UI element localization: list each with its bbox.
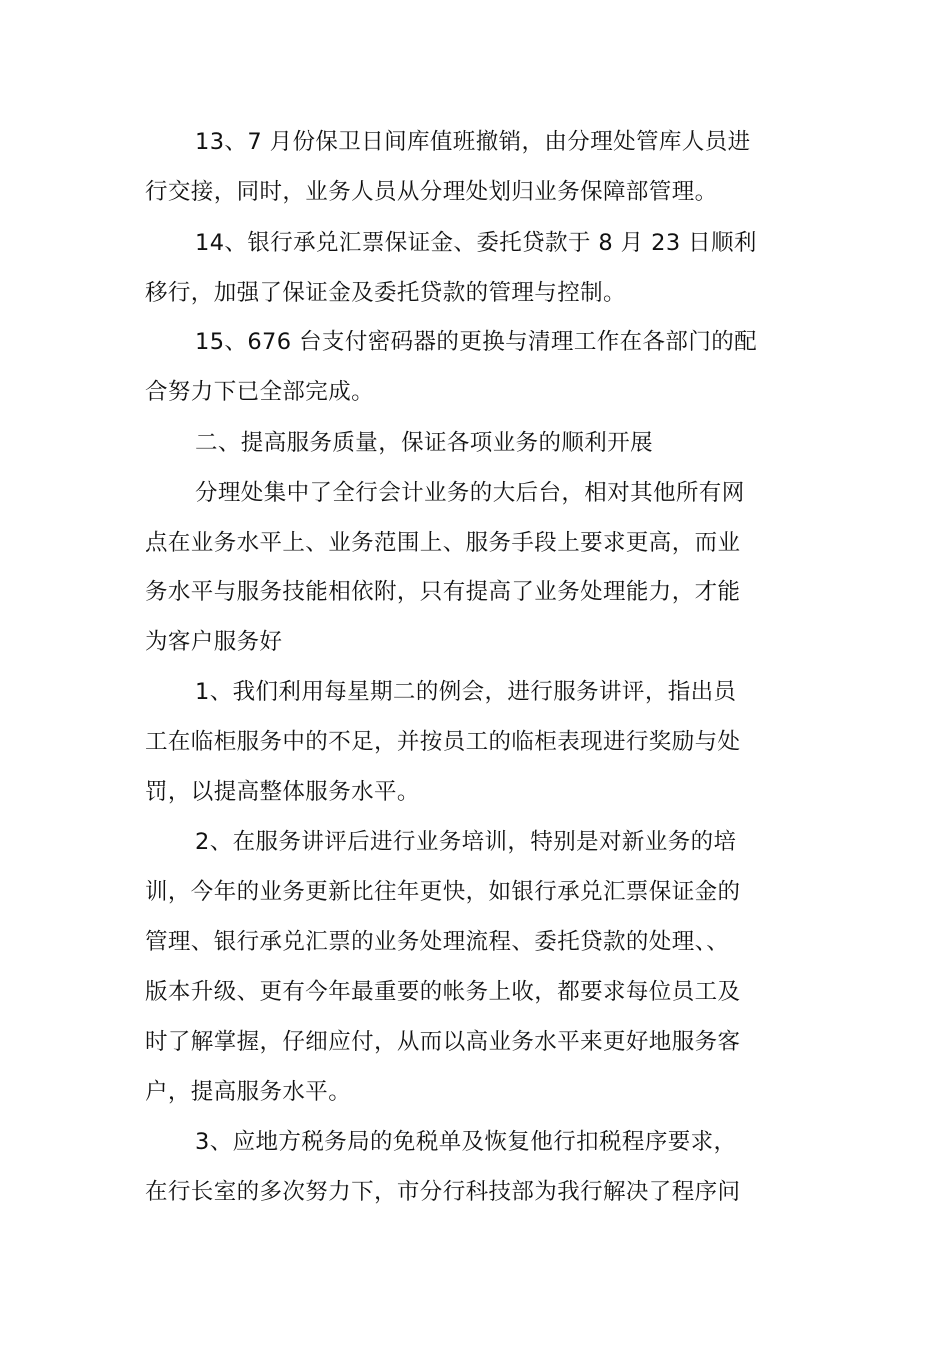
text-line-1: 13、7 月份保卫日间库值班撤销，由分理处管库人员进 xyxy=(195,129,751,155)
text-line-4: 移行，加强了保证金及委托贷款的管理与控制。 xyxy=(145,280,626,306)
text-line-21: 3、应地方税务局的免税单及恢复他行扣税程序要求， xyxy=(195,1129,737,1155)
text-line-8: 分理处集中了全行会计业务的大后台，相对其他所有网 xyxy=(195,480,745,506)
text-line-19: 时了解掌握，仔细应付，从而以高业务水平来更好地服务客 xyxy=(145,1029,741,1055)
text-line-20: 户，提高服务水平。 xyxy=(145,1079,352,1105)
section-heading: 二、提高服务质量，保证各项业务的顺利开展 xyxy=(195,430,654,456)
text-line-14: 罚，以提高整体服务水平。 xyxy=(145,779,420,805)
text-line-11: 为客户服务好 xyxy=(145,629,283,655)
text-line-15: 2、在服务讲评后进行业务培训，特别是对新业务的培 xyxy=(195,829,737,855)
text-line-16: 训，今年的业务更新比往年更快，如银行承兑汇票保证金的 xyxy=(145,879,741,905)
text-line-2: 行交接，同时，业务人员从分理处划归业务保障部管理。 xyxy=(145,179,718,205)
text-line-12: 1、我们利用每星期二的例会，进行服务讲评，指出员 xyxy=(195,679,737,705)
text-line-5: 15、676 台支付密码器的更换与清理工作在各部门的配 xyxy=(195,329,758,355)
text-line-13: 工在临柜服务中的不足，并按员工的临柜表现进行奖励与处 xyxy=(145,729,741,755)
text-line-22: 在行长室的多次努力下，市分行科技部为我行解决了程序问 xyxy=(145,1179,741,1205)
text-line-6: 合努力下已全部完成。 xyxy=(145,379,375,405)
text-line-18: 版本升级、更有今年最重要的帐务上收，都要求每位员工及 xyxy=(145,979,741,1005)
text-line-9: 点在业务水平上、业务范围上、服务手段上要求更高，而业 xyxy=(145,530,741,556)
text-line-10: 务水平与服务技能相依附，只有提高了业务处理能力，才能 xyxy=(145,579,741,605)
text-line-17: 管理、银行承兑汇票的业务处理流程、委托贷款的处理、、 xyxy=(145,929,730,955)
text-line-3: 14、银行承兑汇票保证金、委托贷款于 8 月 23 日顺利 xyxy=(195,230,757,256)
